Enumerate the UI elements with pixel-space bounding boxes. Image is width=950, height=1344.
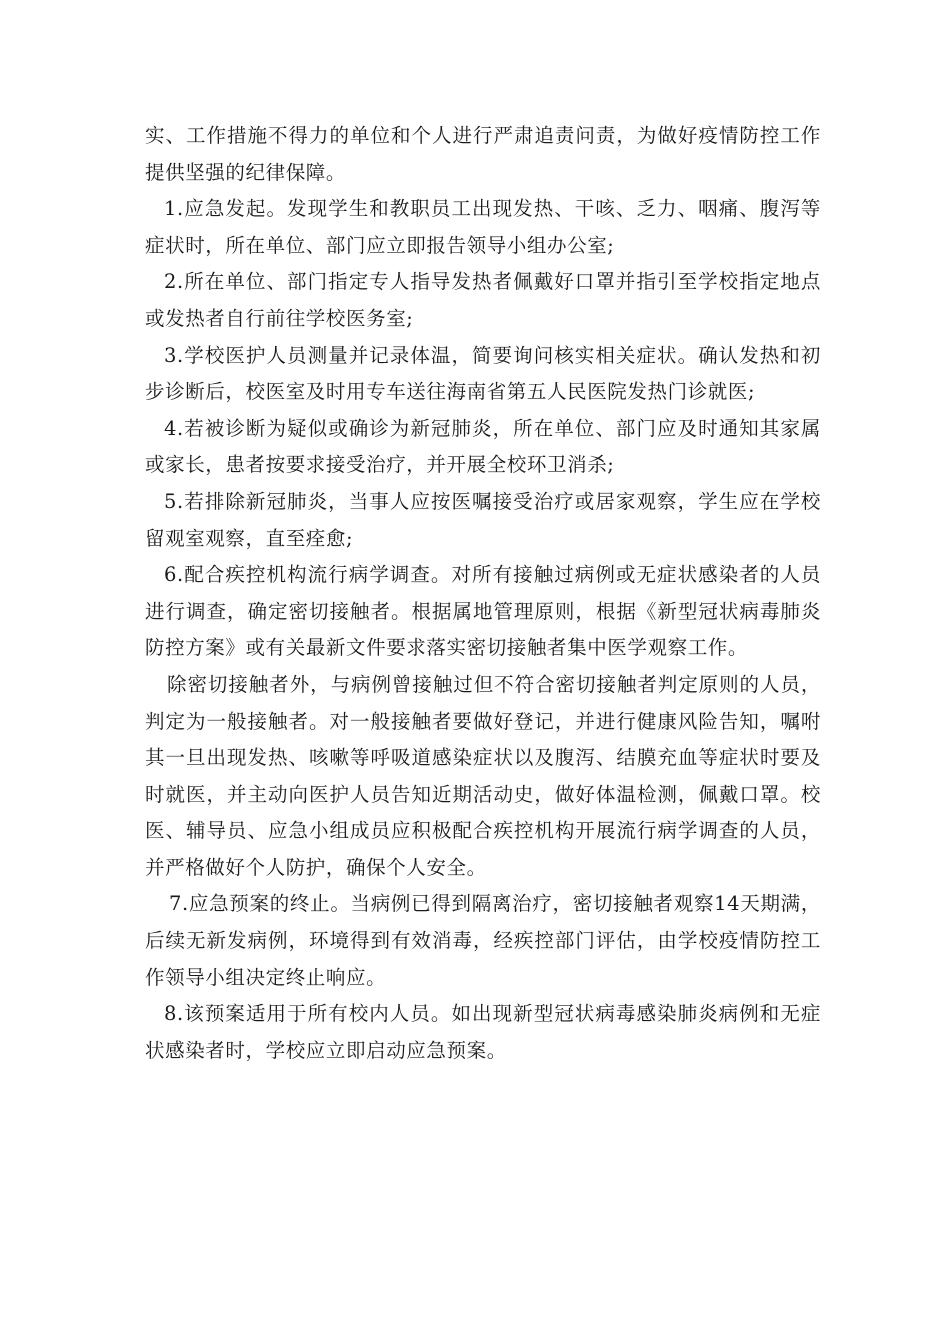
paragraph-item-2: 2.所在单位、部门指定专人指导发热者佩戴好口罩并指引至学校指定地点或发热者自行前往学校医务室; bbox=[145, 270, 821, 330]
document-body bbox=[145, 118, 821, 1069]
paragraph-item-5: 5.若排除新冠肺炎，当事人应按医嘱接受治疗或居家观察，学生应在学校留观室观察，直至痊愈; bbox=[145, 489, 821, 550]
paragraph-item-6: 6.配合疾控机构流行病学调查。对所有接触过病例或无症状感染者的人员进行调查，确定密切接触者。根据属地管理原则，根据《新型冠状病毒肺炎防控方案》或有关最新文件要求落实密切接触者集中医学观察工作。 bbox=[145, 563, 821, 660]
paragraph-item-1: 1.应急发起。发现学生和教职员工出现发热、干咳、乏力、咽痛、腹泻等症状时，所在单位、部门应立即报告领导小组办公室; bbox=[145, 197, 821, 257]
paragraph-continuation: 实、工作措施不得力的单位和个人进行严肃追责问责，为做好疫情防控工作提供坚强的纪律保障。 bbox=[145, 124, 821, 184]
paragraph-general-contacts: 除密切接触者外，与病例曾接触过但不符合密切接触者判定原则的人员，判定为一般接触者。对一般接触者要做好登记，并进行健康风险告知，嘱咐其一旦出现发热、咳嗽等呼吸道感染症状以及腹泻、结膜充血等症状时要及时就医，并主动向医护人员告知近期活动史，做好体温检测，佩戴口罩。校医、辅导员、应急小组成员应积极配合疾控机构开展流行病学调查的人员，并严格做好个人防护，确保个人安全。 bbox=[145, 672, 821, 879]
paragraph-item-7: 7.应急预案的终止。当病例已得到隔离治疗，密切接触者观察14天期满，后续无新发病例，环境得到有效消毒，经疾控部门评估，由学校疫情防控工作领导小组决定终止响应。 bbox=[145, 892, 821, 989]
paragraph-item-8: 8.该预案适用于所有校内人员。如出现新型冠状病毒感染肺炎病例和无症状感染者时，学校应立即启动应急预案。 bbox=[145, 1002, 821, 1062]
paragraph-item-4: 4.若被诊断为疑似或确诊为新冠肺炎，所在单位、部门应及时通知其家属或家长，患者按要求接受治疗，并开展全校环卫消杀; bbox=[145, 416, 821, 477]
paragraph-item-3: 3.学校医护人员测量并记录体温，简要询问核实相关症状。确认发热和初步诊断后，校医室及时用专车送往海南省第五人民医院发热门诊就医; bbox=[145, 343, 821, 404]
